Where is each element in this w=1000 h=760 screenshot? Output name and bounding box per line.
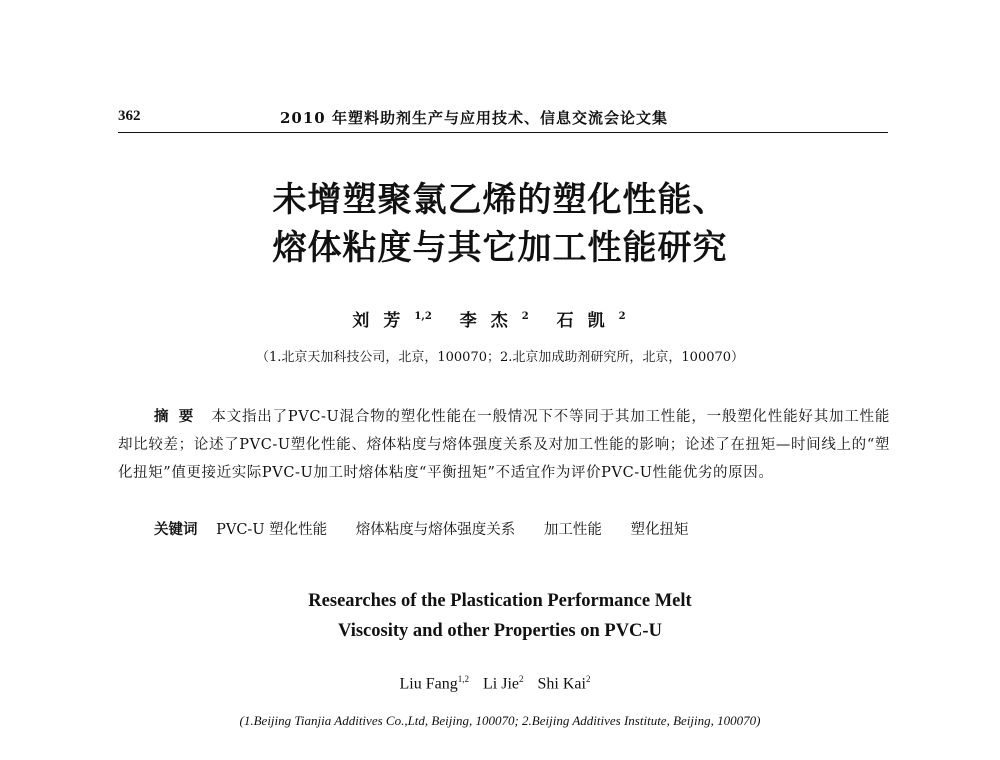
running-header (118, 106, 888, 132)
affiliation-chinese: （1.北京天加科技公司，北京，100070；2.北京加成助剂研究所，北京，100070） (255, 350, 745, 365)
author-cn-1-affil: 1,2 (414, 311, 432, 323)
author-en-3-affil: 2 (585, 674, 591, 684)
author-en-2-affil: 2 (519, 674, 524, 684)
title-cn-line-1: 未增塑聚氯乙烯的塑化性能、 (272, 180, 728, 220)
author-cn-3-affil: 2 (618, 311, 626, 323)
author-en-1-affil: 1,2 (457, 674, 469, 684)
author-cn-2: 李杰 (459, 311, 522, 331)
title-en-line-2: Viscosity and other Properties on PVC-U (338, 621, 662, 641)
keyword-1: PVC-U 塑化性能 (216, 522, 328, 538)
authors-chinese (0, 306, 1000, 331)
title-en-line-1: Researches of the Plastication Performance Melt (308, 591, 692, 611)
author-en-2: Li Jie (483, 675, 519, 693)
abstract-text: 本文指出了PVC-U混合物的塑化性能在一般情况下不等同于其加工性能，一般塑化性能好其加工性能却比较差；论述了PVC-U塑化性能、熔体粘度与熔体强度关系及对加工性能的影响；论述了在扭矩—时间线上的“塑化扭矩”值更接近实际PVC-U加工时熔体粘度“平衡扭矩”不适宜作为评价PVC-U性能优劣的原因。 (118, 409, 891, 481)
keyword-4: 塑化扭矩 (630, 522, 689, 538)
page-number: 362 (118, 108, 141, 124)
affiliation-english: (1.Beijing Tianjia Additives Co.,Ltd, Beijing, 100070; 2.Beijing Additives Institute, Beijing, 100070) (239, 713, 761, 728)
header-rule (118, 132, 888, 133)
journal-title: 2010 年塑料助剂生产与应用技术、信息交流会论文集 (280, 109, 668, 127)
paper-title-chinese (0, 176, 1000, 272)
authors-english (0, 674, 1000, 693)
title-cn-line-2: 熔体粘度与其它加工性能研究 (272, 228, 728, 268)
abstract-chinese (118, 403, 890, 487)
keywords-chinese (154, 518, 713, 539)
author-en-1: Liu Fang (399, 675, 458, 693)
paper-title-english (0, 586, 1000, 646)
keywords-label: 关键词 (154, 521, 198, 538)
author-en-3: Shi Kai (537, 675, 586, 693)
author-cn-2-affil: 2 (521, 311, 529, 323)
keyword-2: 熔体粘度与熔体强度关系 (355, 522, 516, 538)
author-cn-1: 刘芳 (352, 311, 415, 331)
author-cn-3: 石凯 (556, 311, 619, 331)
abstract-label: 摘要 (154, 408, 204, 425)
keyword-3: 加工性能 (543, 522, 602, 538)
